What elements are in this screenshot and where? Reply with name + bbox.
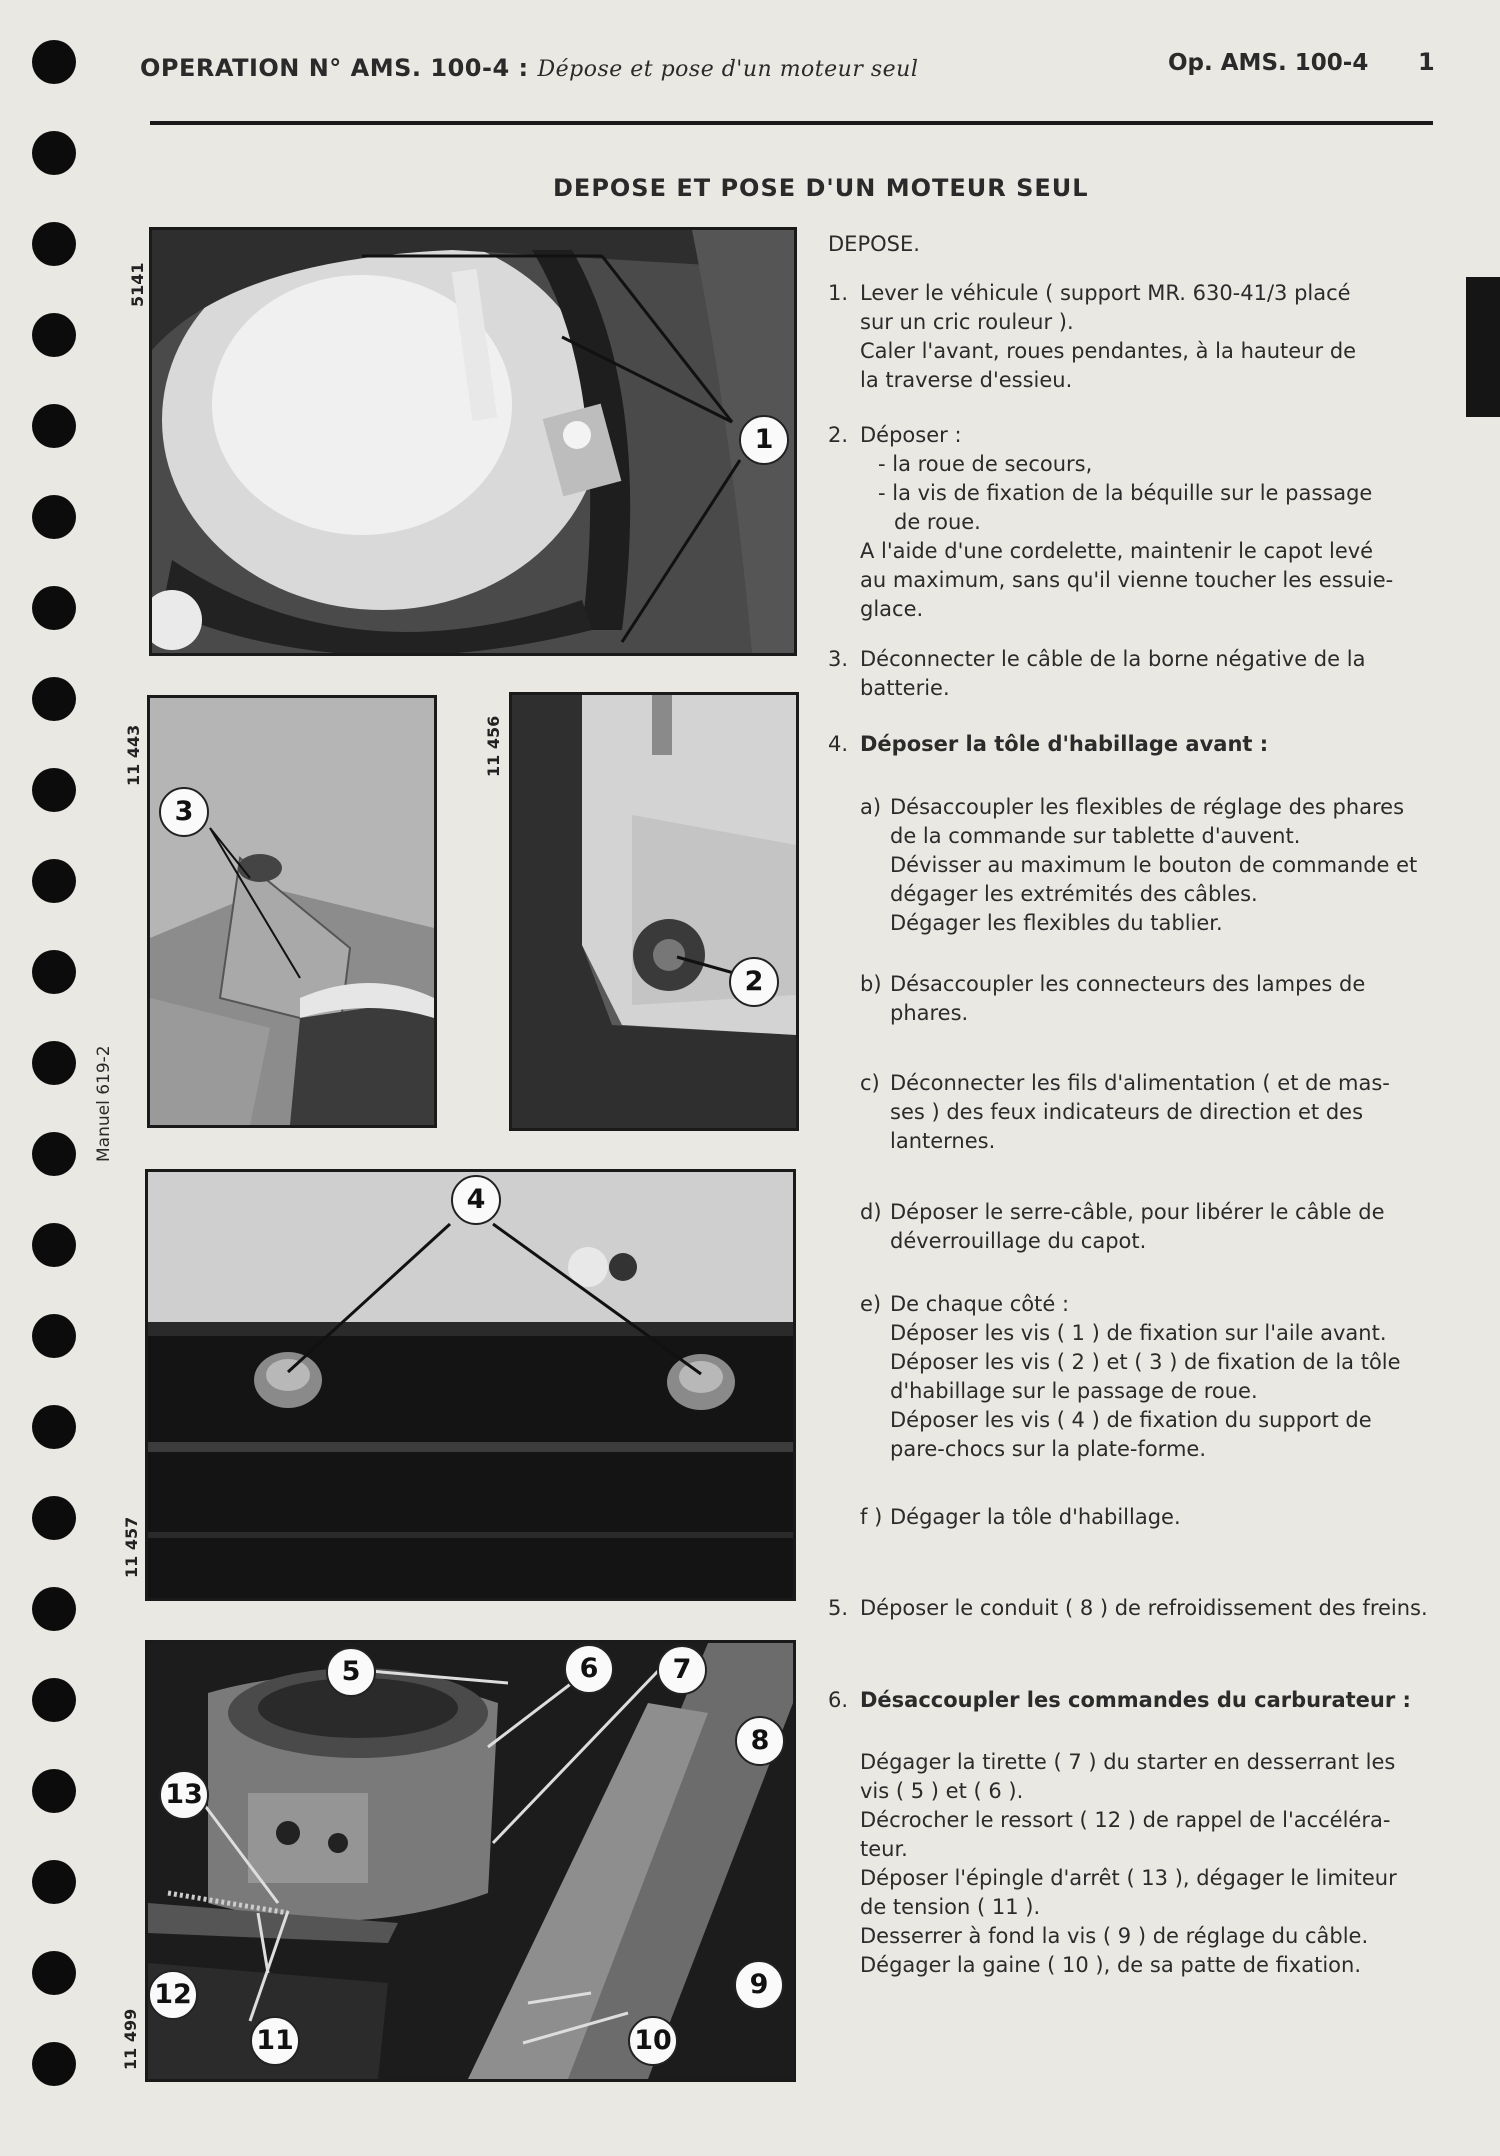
step-number: 3.: [828, 647, 849, 671]
step-line: Déposer le serre-câble, pour libérer le câble de: [890, 1200, 1385, 1224]
step-number: 2.: [828, 423, 849, 447]
step-line: Déposer l'épingle d'arrêt ( 13 ), dégager le limiteur: [860, 1866, 1397, 1890]
step-line: de la commande sur tablette d'auvent.: [890, 824, 1301, 848]
step-line: Décrocher le ressort ( 12 ) de rappel de l'accéléra-: [860, 1808, 1391, 1832]
photo-wheel-arch: [149, 227, 797, 656]
step-line: Déconnecter les fils d'alimentation ( et de mas-: [890, 1071, 1390, 1095]
callout-5: 5: [326, 1647, 376, 1697]
step-line: sur un cric rouleur ).: [860, 310, 1074, 334]
sub-step-label: f ): [860, 1505, 883, 1529]
step-4e: [860, 1290, 1470, 1464]
binder-hole: [32, 1587, 76, 1631]
step-line: de tension ( 11 ).: [860, 1895, 1041, 1919]
photo-carburettor: [145, 1640, 796, 2082]
sub-step-label: a): [860, 795, 882, 819]
operation-reference: Op. AMS. 100-4: [1168, 50, 1369, 76]
step-4: [828, 730, 1468, 759]
binder-hole: [32, 1769, 76, 1813]
sub-step-label: d): [860, 1200, 882, 1224]
callout-4: 4: [451, 1175, 501, 1225]
binder-hole: [32, 1496, 76, 1540]
photo-wheel-passage-right: [509, 692, 799, 1131]
step-line: de roue.: [894, 510, 981, 534]
step-line: Déconnecter le câble de la borne négative de la: [860, 647, 1366, 671]
step-line: déverrouillage du capot.: [890, 1229, 1147, 1253]
manual-reference: Manuel 619-2: [94, 1045, 114, 1162]
callout-13: 13: [159, 1770, 209, 1820]
step-line: Dévisser au maximum le bouton de commande et: [890, 853, 1418, 877]
step-line: teur.: [860, 1837, 908, 1861]
step-line: Déposer les vis ( 1 ) de fixation sur l'aile avant.: [890, 1321, 1387, 1345]
photo-reference: 11 456: [484, 715, 503, 777]
step-line: glace.: [860, 597, 924, 621]
step-4a: [860, 793, 1470, 938]
step-4f: [860, 1503, 1470, 1532]
binder-hole: [32, 495, 76, 539]
binder-hole: [32, 950, 76, 994]
page-title: DEPOSE ET POSE D'UN MOTEUR SEUL: [553, 174, 1089, 202]
callout-7: 7: [657, 1645, 707, 1695]
binder-hole: [32, 2042, 76, 2086]
binder-hole: [32, 404, 76, 448]
photo-wheel-passage-left: [147, 695, 437, 1128]
step-heading: Déposer la tôle d'habillage avant :: [860, 732, 1269, 756]
step-line: - la vis de fixation de la béquille sur le passage: [878, 481, 1373, 505]
operation-title: Dépose et pose d'un moteur seul: [537, 57, 919, 82]
step-line: ses ) des feux indicateurs de direction et des: [890, 1100, 1364, 1124]
operation-number: OPERATION N° AMS. 100-4 :: [140, 54, 529, 82]
binder-hole: [32, 677, 76, 721]
binder-hole: [32, 40, 76, 84]
sub-step-label: e): [860, 1292, 882, 1316]
step-4c: [860, 1069, 1470, 1156]
sub-step-label: c): [860, 1071, 880, 1095]
binder-hole: [32, 222, 76, 266]
step-line: Déposer le conduit ( 8 ) de refroidissement des freins.: [860, 1596, 1428, 1620]
callout-6: 6: [564, 1644, 614, 1694]
photo-reference: 5141: [128, 262, 147, 307]
step-2: [828, 421, 1468, 624]
step-number: 1.: [828, 281, 849, 305]
step-number: 6.: [828, 1688, 849, 1712]
step-line: au maximum, sans qu'il vienne toucher les essuie-: [860, 568, 1394, 592]
sub-step-label: b): [860, 972, 882, 996]
step-line: Déposer les vis ( 4 ) de fixation du support de: [890, 1408, 1372, 1432]
photo-reference: 11 457: [122, 1516, 141, 1578]
step-line: Désaccoupler les connecteurs des lampes de: [890, 972, 1366, 996]
step-line: lanternes.: [890, 1129, 996, 1153]
photo-reference: 11 443: [124, 724, 143, 786]
binder-hole: [32, 1314, 76, 1358]
step-1: [828, 279, 1468, 395]
step-5: [828, 1594, 1478, 1623]
step-number: 4.: [828, 732, 849, 756]
binder-hole: [32, 1678, 76, 1722]
step-line: pare-chocs sur la plate-forme.: [890, 1437, 1206, 1461]
binder-hole: [32, 859, 76, 903]
step-line: A l'aide d'une cordelette, maintenir le capot levé: [860, 539, 1374, 563]
callout-11: 11: [250, 2016, 300, 2066]
photo-reference: 11 499: [121, 2008, 140, 2070]
callout-8: 8: [735, 1716, 785, 1766]
step-line: Déposer :: [860, 423, 962, 447]
step-line: - la roue de secours,: [878, 452, 1093, 476]
page-number: 1: [1418, 48, 1435, 76]
photo-bumper-support: [145, 1169, 796, 1601]
step-line: la traverse d'essieu.: [860, 368, 1073, 392]
binder-hole: [32, 1951, 76, 1995]
step-line: Désaccoupler les flexibles de réglage des phares: [890, 795, 1405, 819]
step-4d: [860, 1198, 1470, 1256]
step-line: Déposer les vis ( 2 ) et ( 3 ) de fixation de la tôle: [890, 1350, 1401, 1374]
step-line: dégager les extrémités des câbles.: [890, 882, 1258, 906]
binder-hole: [32, 1860, 76, 1904]
index-tab-marker: [1466, 277, 1500, 417]
binder-hole: [32, 1132, 76, 1176]
step-line: Dégager la tirette ( 7 ) du starter en desserrant les: [860, 1750, 1396, 1774]
callout-12: 12: [148, 1970, 198, 2020]
header-rule: [150, 121, 1433, 125]
step-line: Dégager la tôle d'habillage.: [890, 1505, 1181, 1529]
section-heading: DEPOSE.: [828, 232, 920, 256]
callout-2: 2: [729, 957, 779, 1007]
binder-hole: [32, 1223, 76, 1267]
step-line: vis ( 5 ) et ( 6 ).: [860, 1779, 1024, 1803]
callout-1: 1: [739, 415, 789, 465]
step-6: [828, 1686, 1468, 1980]
step-line: Dégager les flexibles du tablier.: [890, 911, 1223, 935]
step-line: d'habillage sur le passage de roue.: [890, 1379, 1258, 1403]
step-number: 5.: [828, 1596, 849, 1620]
binder-hole: [32, 1405, 76, 1449]
operation-header: [140, 54, 918, 82]
binder-hole: [32, 586, 76, 630]
binder-holes: [0, 0, 100, 2156]
step-line: batterie.: [860, 676, 950, 700]
step-line: De chaque côté :: [890, 1292, 1070, 1316]
callout-10: 10: [628, 2016, 678, 2066]
callout-3: 3: [159, 787, 209, 837]
step-heading: Désaccoupler les commandes du carburateur :: [860, 1688, 1411, 1712]
binder-hole: [32, 313, 76, 357]
binder-hole: [32, 1041, 76, 1085]
binder-hole: [32, 768, 76, 812]
step-3: [828, 645, 1468, 703]
binder-hole: [32, 131, 76, 175]
step-4b: [860, 970, 1470, 1028]
step-line: Desserrer à fond la vis ( 9 ) de réglage du câble.: [860, 1924, 1369, 1948]
step-line: Lever le véhicule ( support MR. 630-41/3 placé: [860, 281, 1351, 305]
step-line: phares.: [890, 1001, 969, 1025]
step-line: Dégager la gaine ( 10 ), de sa patte de fixation.: [860, 1953, 1361, 1977]
callout-9: 9: [734, 1960, 784, 2010]
step-line: Caler l'avant, roues pendantes, à la hauteur de: [860, 339, 1357, 363]
